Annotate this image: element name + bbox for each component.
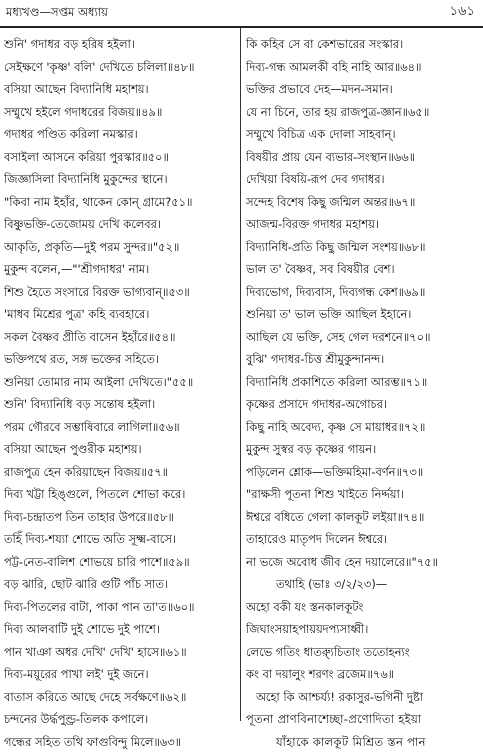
- verse-line: "রাক্ষসী পূতনা শিশু খাইতে নির্দ্দয়া।: [246, 483, 478, 506]
- verse-line: কৃষ্ণের প্রসাদে গদাধর-অগোচর।: [246, 393, 478, 416]
- commentary-line: অহো কি আশ্চর্য্য! রকাসুর-ভগিনী দুষ্টা: [246, 686, 478, 709]
- commentary-line: যাঁহাকে কালকূট মিশ্রিত স্তন পান: [246, 731, 478, 753]
- verse-line: 'মাধব মিশ্রের পুত্র' কহি ব্যবহারে।: [4, 303, 236, 326]
- verse-line: জিজ্ঞাসিলা বিদ্যানিধি মুকুন্দের স্থানে।: [4, 168, 236, 191]
- sanskrit-verse-line: অহো বকী যং স্তনকালকূটং: [246, 596, 478, 619]
- verse-line: বসিয়া আছেন বিদ্যানিধি মহাশয়।: [4, 78, 236, 101]
- verse-line: "কিবা নাম ইহাঁর, থাকেন কোন্ গ্রামে?৫১॥: [4, 191, 236, 214]
- verse-line: আছিল যে ভক্তি, সেহ গেল দরশনে॥৭০॥: [246, 326, 478, 349]
- verse-line: সন্দেহ বিশেষ কিছু জন্মিল অন্তর॥৬৭॥: [246, 191, 478, 214]
- sanskrit-verse-line: কং বা দয়ালুং শরণং ব্রজেম॥৭৬॥: [246, 663, 478, 686]
- verse-line: পড়িলেন শ্লোক—ভক্তিমহিমা-বর্ণন॥৭৩॥: [246, 461, 478, 484]
- verse-line: না ভজে অবোধ জীব হেন দয়ালেরে॥"৭৫॥: [246, 551, 478, 574]
- sanskrit-verse-line: লেভে গতিং ধাত্র্যুচিতাং ততোহন্যং: [246, 641, 478, 664]
- verse-line: বসিয়া আছেন পুণ্ডরীক মহাশয়।: [4, 438, 236, 461]
- citation-heading: তথাহি (ভাঃ ৩/২/২৩)—: [246, 573, 478, 596]
- verse-line: তাহারেও মাতৃপদ দিলেন ঈশ্বরে।: [246, 528, 478, 551]
- verse-line: গদাধর পণ্ডিত করিলা নমস্কার।: [4, 123, 236, 146]
- verse-line: তহিঁ দিব্য-শয্যা শোভে অতি সূক্ষ্ম-বাসে।: [4, 528, 236, 551]
- verse-line: দেখিয়া বিষয়ি-রূপ দেব গদাধর।: [246, 168, 478, 191]
- verse-line: দিব্য-ময়ূরের পাখা লই' দুই জনে।: [4, 663, 236, 686]
- left-column: [4, 33, 236, 753]
- verse-line: সম্মুখে হইলে গদাধরের বিজয়॥৪৯॥: [4, 101, 236, 124]
- verse-line: বিষ্ণুভক্তি-তেজোময় দেখি কলেবর।: [4, 213, 236, 236]
- verse-line: ভাল ত' বৈষ্ণব, সব বিষয়ীর বেশ।: [246, 258, 478, 281]
- verse-line: শুনিয়া তোমার নাম আইলা দেখিতে।"৫৫॥: [4, 371, 236, 394]
- verse-line: বাতাস করিতে আছে দেহে সর্বক্ষণে॥৬২॥: [4, 686, 236, 709]
- verse-line: ভক্তির প্রভাবে দেহ—মদন-সমান।: [246, 78, 478, 101]
- page-header: [0, 0, 483, 26]
- commentary-line: পূতনা প্রাণবিনাশেচ্ছা-প্রণোদিতা হইয়া: [246, 708, 478, 731]
- verse-line: দিব্য-গন্ধ আমলকী বহি নাহি আর॥৬৪॥: [246, 56, 478, 79]
- verse-line: যে না চিনে, তার হয় রাজপুত্র-জ্ঞান॥৬৫॥: [246, 101, 478, 124]
- verse-line: শুনি' গদাধর বড় হরিষ হইলা।: [4, 33, 236, 56]
- running-title: মধ্যখণ্ড—সপ্তম অধ্যায়: [6, 4, 108, 23]
- verse-line: পান খাঞা অধর দেখি' দেখি' হাসে॥৬১॥: [4, 641, 236, 664]
- verse-line: বড় ঝারি, ছোট ঝারি গুটি পাঁচ সাত।: [4, 573, 236, 596]
- verse-line: শুনিয়া ত' ভাল ভক্তি আছিল ইহানে।: [246, 303, 478, 326]
- verse-line: দিব্য আলবাটি দুই শোভে দুই পাশে।: [4, 618, 236, 641]
- verse-line: সকল বৈষ্ণব প্রীতি বাসেন ইহাঁরে॥৫৪॥: [4, 326, 236, 349]
- verse-line: দিব্য-পিতলের বাটা, পাকা পান তা'ত॥৬০॥: [4, 596, 236, 619]
- verse-line: শিশু হৈতে সংসারে বিরক্ত ভাগ্যবান্॥৫৩॥: [4, 281, 236, 304]
- verse-line: বসাইলা আসনে করিয়া পুরস্কার॥৫০॥: [4, 146, 236, 169]
- sanskrit-verse-line: জিঘাংসয়াহপায়য়দপ্যসাধ্বী।: [246, 618, 478, 641]
- header-rule: [0, 26, 483, 28]
- verse-line: বুঝি' গদাধর-চিত্ত শ্রীমুকুন্দানন্দ।: [246, 348, 478, 371]
- verse-line: ঈশ্বরে বধিতে গেলা কালকূট লইয়া॥৭৪॥: [246, 506, 478, 529]
- verse-line: চন্দনের উর্দ্ধপুণ্ড্র-তিলক কপালে।: [4, 708, 236, 731]
- verse-line: আজন্ম-বিরক্ত গদাধর মহাশয়।: [246, 213, 478, 236]
- verse-line: দিব্য খট্টা হিঙ্গুলে, পিতলে শোভা করে।: [4, 483, 236, 506]
- verse-line: আকৃতি, প্রকৃতি—দুই পরম সুন্দর॥"৫২॥: [4, 236, 236, 259]
- verse-line: রাজপুত্র হেন করিয়াছেন বিজয়॥৫৭॥: [4, 461, 236, 484]
- verse-line: বিষয়ীর প্রায় যেন ব্যভার-সংস্থান॥৬৬॥: [246, 146, 478, 169]
- verse-line: কি কহিব সে বা কেশভারের সংস্কার।: [246, 33, 478, 56]
- verse-line: মুকুন্দ বলেন,—"'শ্রীগদাধর' নাম।: [4, 258, 236, 281]
- verse-line: মুকুন্দ সুস্বর বড় কৃষ্ণের গায়ন।: [246, 438, 478, 461]
- right-column: [246, 33, 478, 753]
- verse-line: শুনি' বিদ্যানিধি বড় সন্তোষ হইলা।: [4, 393, 236, 416]
- verse-line: বিদ্যানিধি-প্রতি কিছু জন্মিল সংশয়॥৬৮॥: [246, 236, 478, 259]
- verse-line: সেইক্ষণে 'কৃষ্ণ' বলি' দেখিতে চলিলা॥৪৮॥: [4, 56, 236, 79]
- verse-line: বিদ্যানিধি প্রকাশিতে করিলা আরম্ভ॥৭১॥: [246, 371, 478, 394]
- verse-line: দিব্যভোগ, দিব্যবাস, দিব্যগন্ধ কেশ॥৬৯॥: [246, 281, 478, 304]
- column-divider: [240, 28, 241, 721]
- verse-line: সম্মুখে বিচিত্র এক দোলা সাহবান্।: [246, 123, 478, 146]
- verse-line: গন্ধের সহিত তথি ফাগুবিন্দু মিলে॥৬৩॥: [4, 731, 236, 753]
- verse-line: পরম গৌরবে সম্ভাষিবারে লাগিলা॥৫৬॥: [4, 416, 236, 439]
- verse-line: কিছু নাহি অবেদ্য, কৃষ্ণ সে মায়াধর॥৭২॥: [246, 416, 478, 439]
- verse-line: দিব্য-চন্দ্রাতপ তিন তাহার উপরে॥৫৮॥: [4, 506, 236, 529]
- verse-line: ভক্তিপথে রত, সঙ্গ ভক্তের সহিতে।: [4, 348, 236, 371]
- verse-line: পট্ট-নেত-বালিশ শোভয়ে চারি পাশে॥৫৯॥: [4, 551, 236, 574]
- page-number: ১৬১: [450, 2, 475, 23]
